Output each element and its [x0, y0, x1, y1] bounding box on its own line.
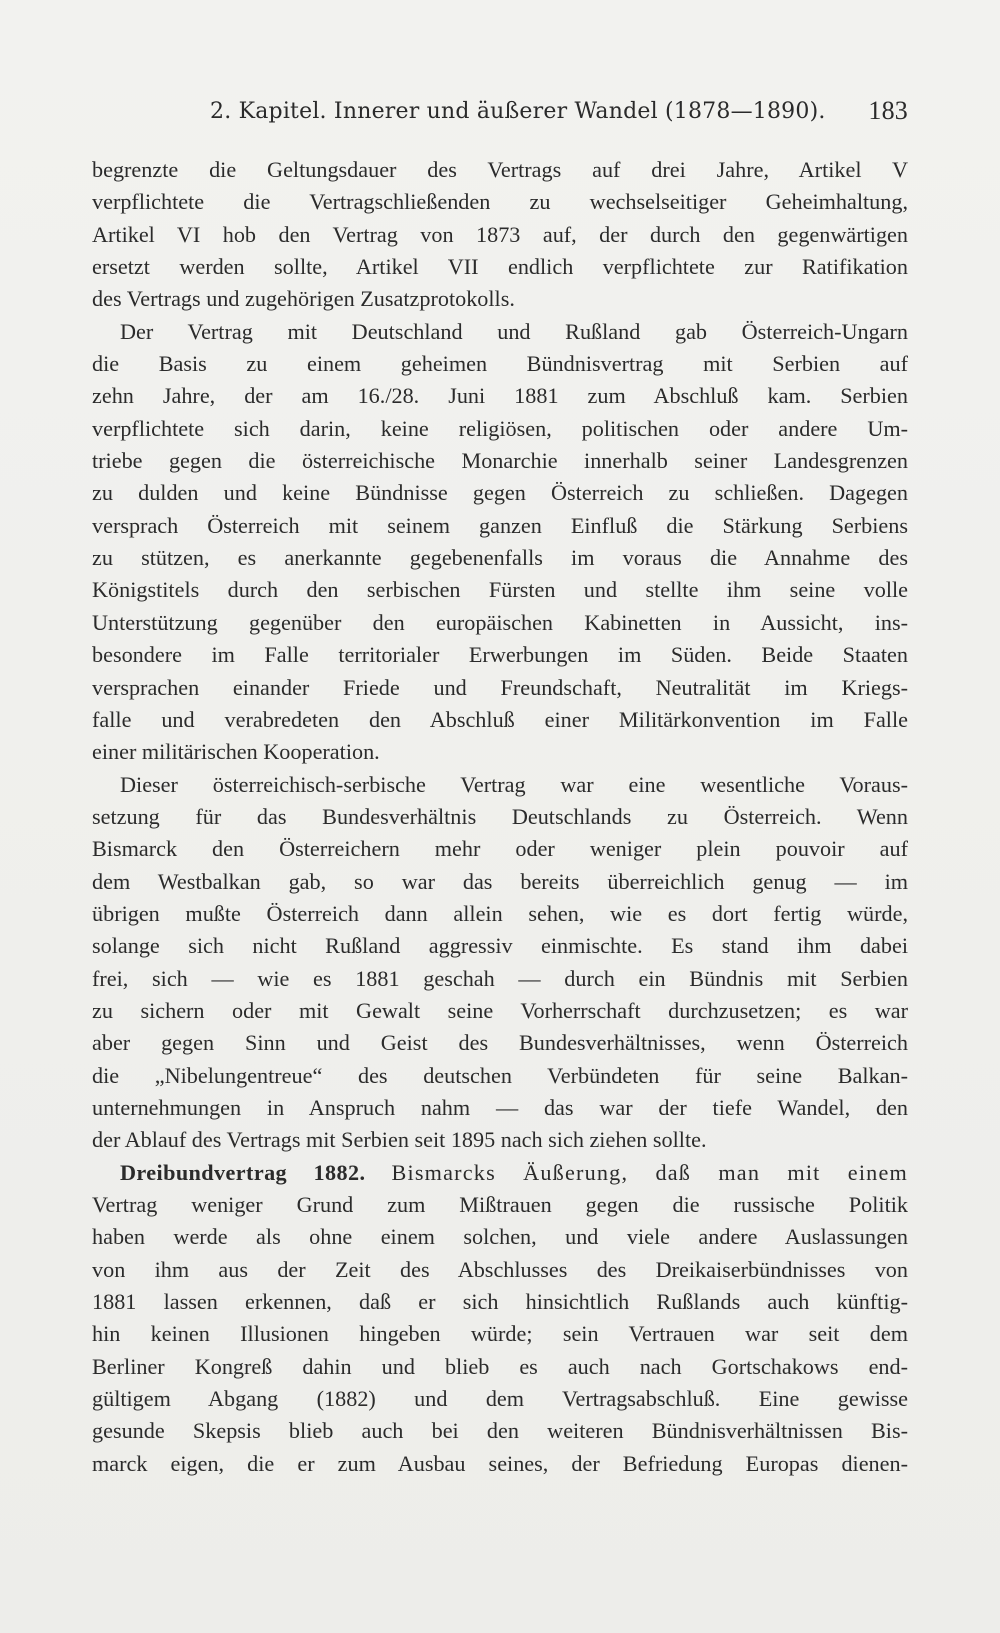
- body-text: [92, 154, 908, 1480]
- text-line: unternehmungen in Anspruch nahm — das war der tiefe Wandel, den: [92, 1094, 908, 1120]
- text-line: Der Vertrag mit Deutschland und Rußland gab Österreich-Ungarn: [120, 318, 908, 344]
- text-line: marck eigen, die er zum Ausbau seines, der Befriedung Europas dienen-: [92, 1450, 908, 1476]
- text-line: versprachen einander Friede und Freundschaft, Neutralität im Kriegs-: [92, 674, 908, 700]
- page-number: 183: [868, 96, 908, 125]
- text-line: des Vertrags und zugehörigen Zusatzprotokolls.: [92, 286, 515, 312]
- page-header: [210, 92, 908, 130]
- text-line: triebe gegen die österreichische Monarchie innerhalb seiner Landesgrenzen: [92, 448, 908, 474]
- text-line: zehn Jahre, der am 16./28. Juni 1881 zum Abschluß kam. Serbien: [92, 383, 908, 409]
- text-line: hin keinen Illusionen hingeben würde; sein Vertrauen war seit dem: [92, 1321, 908, 1347]
- text-line: einer militärischen Kooperation.: [92, 739, 380, 765]
- text-line: [92, 1157, 908, 1189]
- running-title: 2. Kapitel. Innerer und äußerer Wandel (1878—1890).: [210, 98, 826, 124]
- text-line: frei, sich — wie es 1881 geschah — durch ein Bündnis mit Serbien: [92, 965, 908, 991]
- text-line: gültigem Abgang (1882) und dem Vertragsabschluß. Eine gewisse: [92, 1386, 908, 1412]
- text-line: zu dulden und keine Bündnisse gegen Österreich zu schließen. Dagegen: [92, 480, 908, 506]
- text-line: Artikel VI hob den Vertrag von 1873 auf, der durch den gegenwärtigen: [92, 221, 908, 247]
- text-line-rest: Bismarcks Äußerung, daß man mit einem: [391, 1159, 908, 1185]
- text-line: dem Westbalkan gab, so war das bereits überreichlich genug — im: [92, 868, 908, 894]
- text-line: haben werde als ohne einem solchen, und viele andere Auslassungen: [92, 1224, 908, 1250]
- text-line: Bismarck den Österreichern mehr oder weniger plein pouvoir auf: [92, 836, 908, 862]
- text-line: Dieser österreichisch-serbische Vertrag war eine wesentliche Voraus-: [120, 771, 908, 797]
- text-line: Vertrag weniger Grund zum Mißtrauen gegen die russische Politik: [92, 1192, 908, 1217]
- text-line: Unterstützung gegenüber den europäischen Kabinetten in Aussicht, ins-: [92, 609, 908, 635]
- text-line: verpflichtete die Vertragschließenden zu wechselseitiger Geheimhaltung,: [92, 189, 908, 215]
- text-line: 1881 lassen erkennen, daß er sich hinsichtlich Rußlands auch künftig-: [92, 1289, 908, 1315]
- text-line: übrigen mußte Österreich dann allein sehen, wie es dort fertig würde,: [92, 900, 908, 926]
- section-heading: Dreibundvertrag 1882.: [120, 1159, 366, 1185]
- text-line: zu stützen, es anerkannte gegebenenfalls im voraus die Annahme des: [92, 545, 908, 571]
- text-line: aber gegen Sinn und Geist des Bundesverhältnisses, wenn Österreich: [92, 1030, 908, 1056]
- text-line: gesunde Skepsis blieb auch bei den weiteren Bündnisverhältnissen Bis-: [92, 1418, 908, 1444]
- text-line: die Basis zu einem geheimen Bündnisvertrag mit Serbien auf: [92, 351, 908, 377]
- text-line: besondere im Falle territorialer Erwerbungen im Süden. Beide Staaten: [92, 642, 908, 668]
- text-line: verpflichtete sich darin, keine religiösen, politischen oder andere Um-: [92, 415, 908, 441]
- text-line: setzung für das Bundesverhältnis Deutschlands zu Österreich. Wenn: [92, 803, 908, 829]
- text-line: der Ablauf des Vertrags mit Serbien seit 1895 nach sich ziehen sollte.: [92, 1127, 707, 1153]
- text-line: von ihm aus der Zeit des Abschlusses des Dreikaiserbündnisses von: [92, 1256, 908, 1282]
- text-line: zu sichern oder mit Gewalt seine Vorherrschaft durchzusetzen; es war: [92, 997, 908, 1023]
- text-line: die „Nibelungentreue“ des deutschen Verbündeten für seine Balkan-: [92, 1062, 908, 1088]
- text-line: solange sich nicht Rußland aggressiv einmischte. Es stand ihm dabei: [92, 933, 908, 959]
- text-line: Berliner Kongreß dahin und blieb es auch nach Gortschakows end-: [92, 1353, 908, 1379]
- text-line: begrenzte die Geltungsdauer des Vertrags auf drei Jahre, Artikel V: [92, 157, 908, 182]
- text-line: Königstitels durch den serbischen Fürsten und stellte ihm seine volle: [92, 577, 908, 603]
- text-line: versprach Österreich mit seinem ganzen Einfluß die Stärkung Serbiens: [92, 512, 908, 538]
- text-line: ersetzt werden sollte, Artikel VII endlich verpflichtete zur Ratifikation: [92, 254, 908, 280]
- text-line: falle und verabredeten den Abschluß einer Militärkonvention im Falle: [92, 706, 908, 732]
